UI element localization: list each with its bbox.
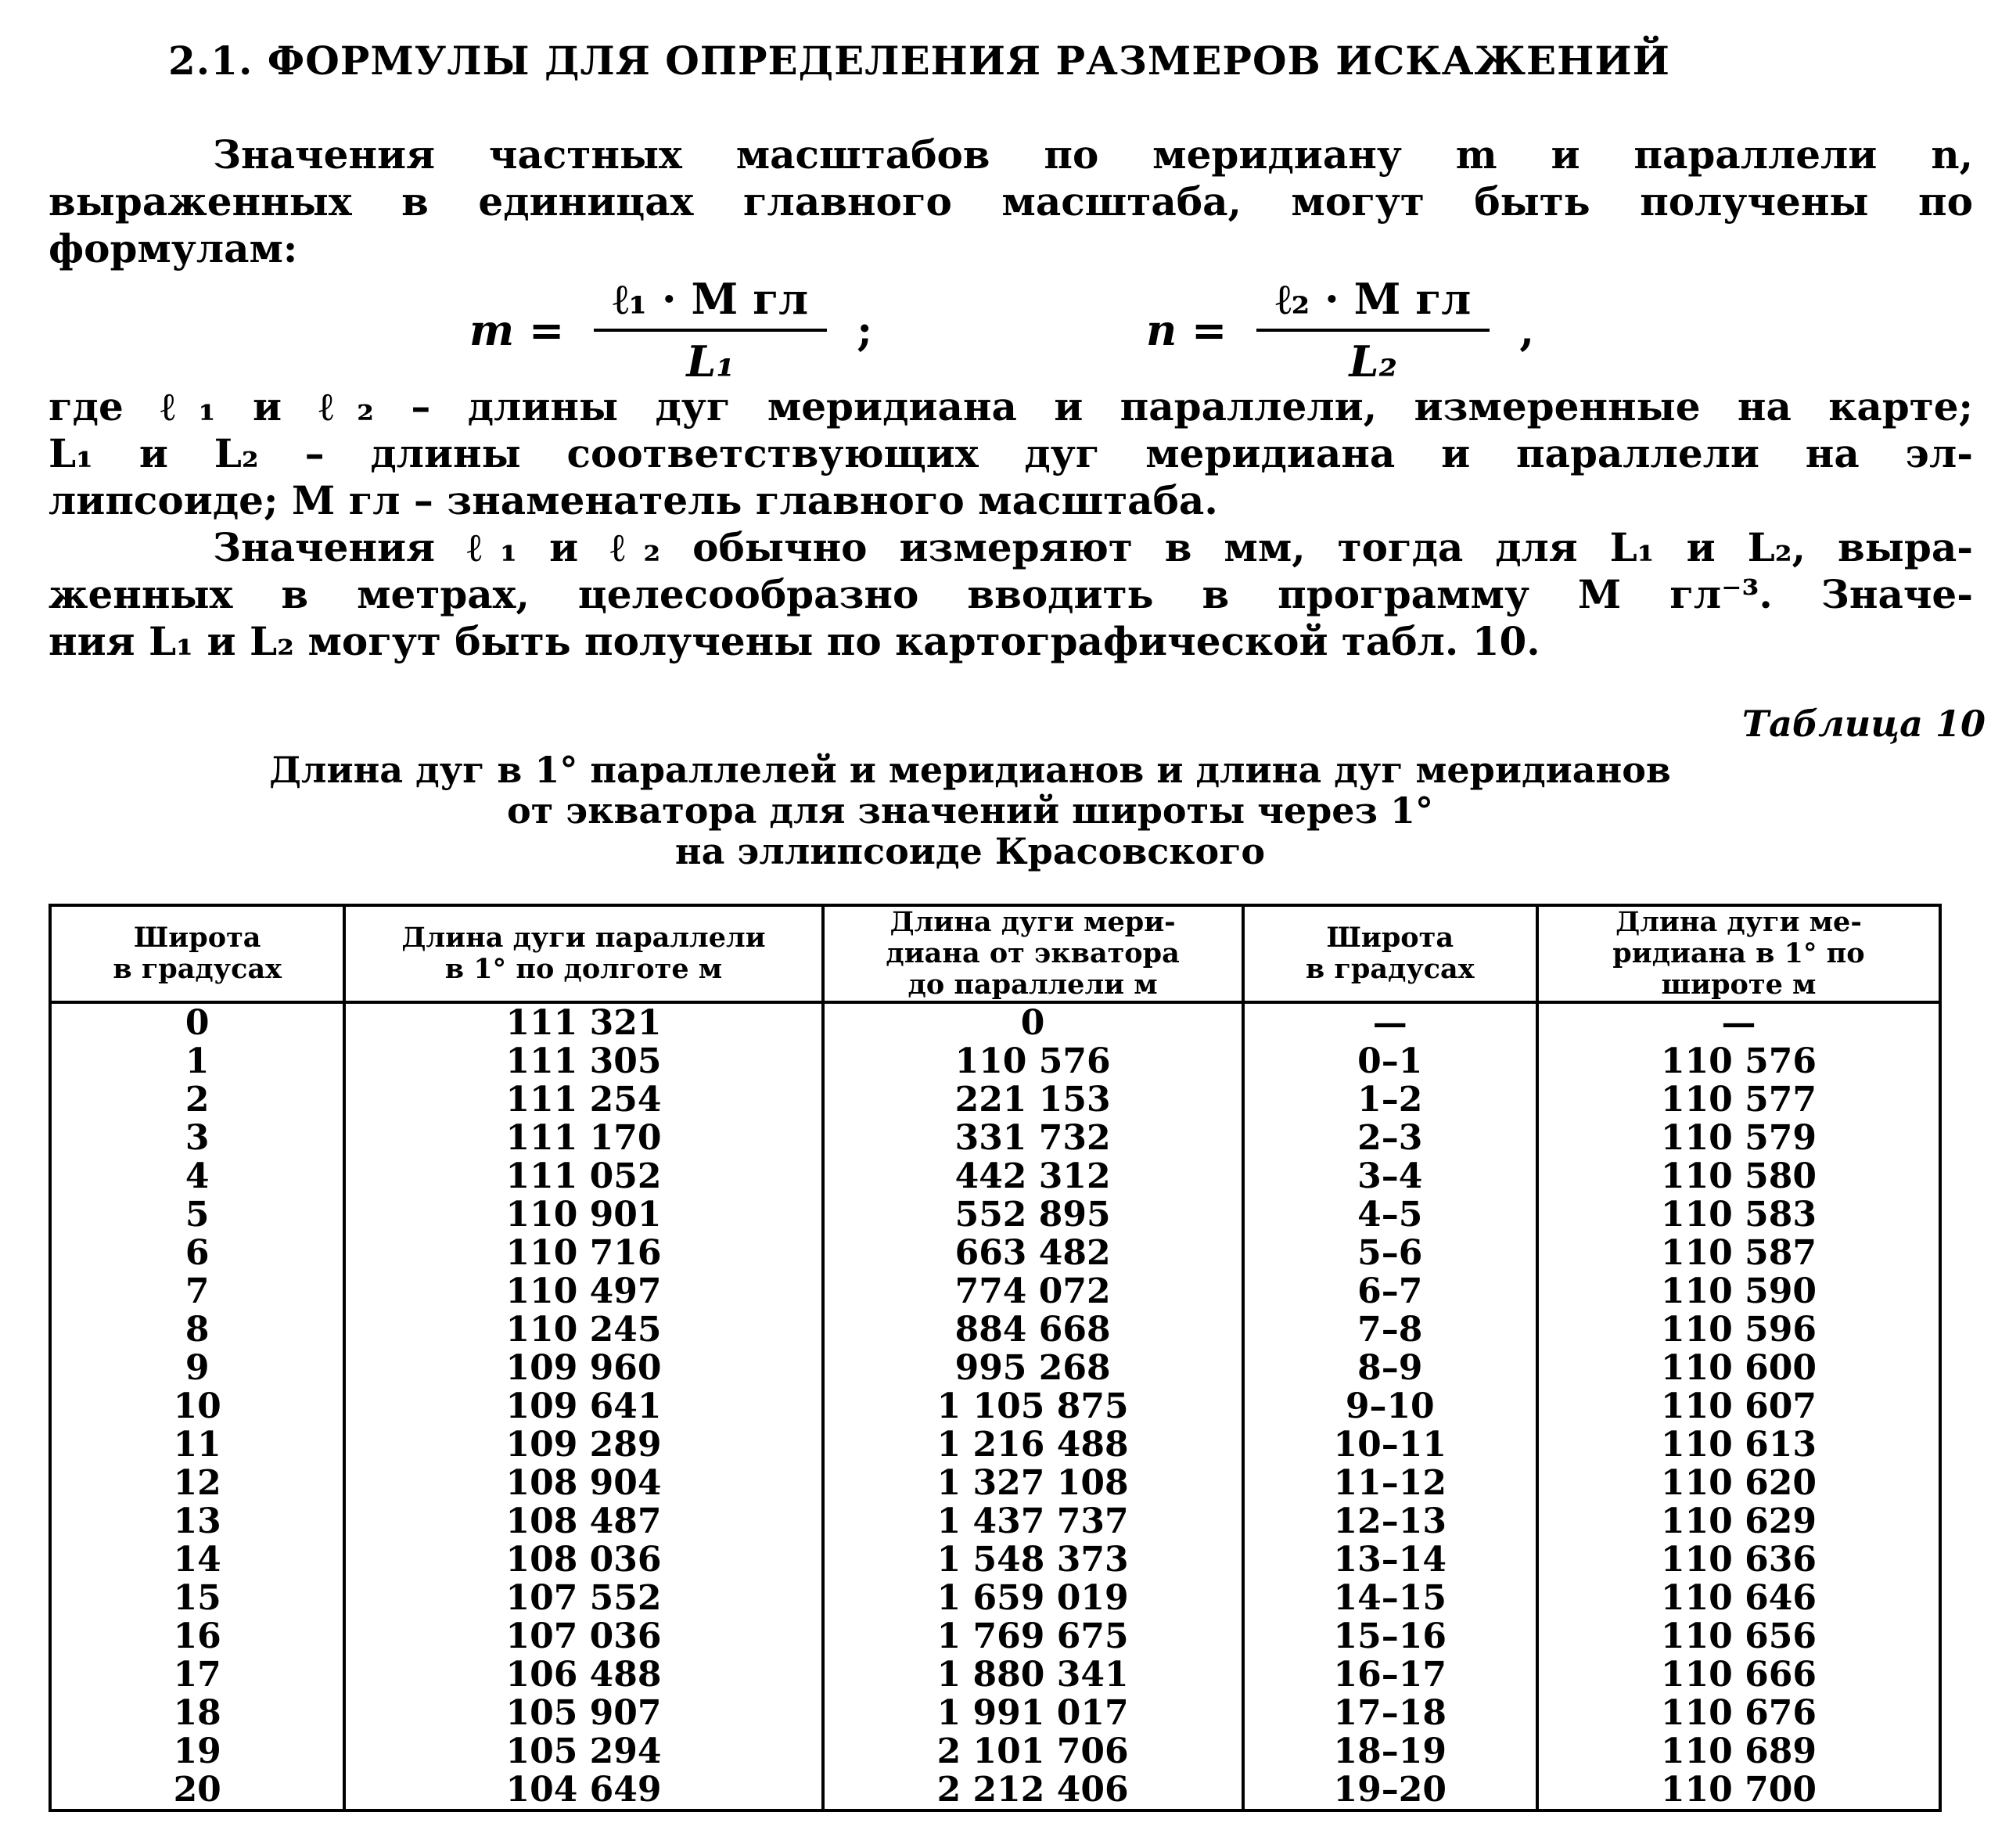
table-cell: 1 769 675 xyxy=(823,1617,1243,1656)
table-cell: 109 960 xyxy=(344,1349,822,1387)
table-cell: 106 488 xyxy=(344,1656,822,1694)
paragraph-line: ния L₁ и L₂ могут быть получены по картографической табл. 10. xyxy=(49,618,1540,664)
table-cell: 110 901 xyxy=(344,1195,822,1234)
table-cell: 110 579 xyxy=(1537,1119,1940,1157)
table-row xyxy=(50,1272,1940,1310)
table-row xyxy=(50,1694,1940,1732)
table-cell: 7 xyxy=(50,1272,344,1310)
table-cell: 995 268 xyxy=(823,1349,1243,1387)
header-line: Длина дуги ме- xyxy=(1615,906,1862,938)
table-cell: 331 732 xyxy=(823,1119,1243,1157)
formula-lhs: n = xyxy=(1146,305,1227,355)
formula-separator: , xyxy=(1519,305,1535,355)
table-cell: 110 576 xyxy=(823,1042,1243,1080)
table-cell: 110 716 xyxy=(344,1234,822,1272)
table-cell: 1 548 373 xyxy=(823,1541,1243,1579)
table-row xyxy=(50,1656,1940,1694)
paragraph-definitions xyxy=(49,383,1973,524)
table-cell: 1 659 019 xyxy=(823,1579,1243,1617)
formula-m xyxy=(469,274,872,386)
header-line: в градусах xyxy=(1305,953,1475,985)
table-cell: 11–12 xyxy=(1243,1464,1537,1502)
table-body xyxy=(50,1002,1940,1810)
formula-n xyxy=(1146,274,1534,386)
header-meridian-from-equator xyxy=(823,905,1243,1002)
table-cell: 2 212 406 xyxy=(823,1771,1243,1810)
table-cell: 9–10 xyxy=(1243,1387,1537,1426)
table-cell: 8 xyxy=(50,1310,344,1349)
table-cell: 110 676 xyxy=(1537,1694,1940,1732)
table-cell: 6–7 xyxy=(1243,1272,1537,1310)
table-row xyxy=(50,1502,1940,1541)
table-cell: 8–9 xyxy=(1243,1349,1537,1387)
table-row xyxy=(50,1310,1940,1349)
formula-numerator: ℓ₁ · М гл xyxy=(594,274,827,332)
table-cell: 110 590 xyxy=(1537,1272,1940,1310)
header-line: Длина дуги параллели xyxy=(401,922,766,954)
header-line: диана от экватора xyxy=(886,937,1180,969)
table-cell: 110 629 xyxy=(1537,1502,1940,1541)
table-cell: — xyxy=(1243,1002,1537,1042)
formula-fraction xyxy=(1256,274,1490,386)
table-cell: 5 xyxy=(50,1195,344,1234)
table-cell: 20 xyxy=(50,1771,344,1810)
table-cell: 110 636 xyxy=(1537,1541,1940,1579)
caption-line: Длина дуг в 1° параллелей и меридианов и длина дуг меридианов xyxy=(269,749,1671,791)
table-cell: 110 580 xyxy=(1537,1157,1940,1195)
table-cell: 1 327 108 xyxy=(823,1464,1243,1502)
table-cell: 7–8 xyxy=(1243,1310,1537,1349)
paragraph-line: где ℓ₁ и ℓ₂ – длины дуг меридиана и параллели, измеренные на карте; xyxy=(49,383,1973,430)
table-cell: 2 101 706 xyxy=(823,1732,1243,1771)
table-row xyxy=(50,1157,1940,1195)
paragraph-units xyxy=(49,524,1973,665)
table-cell: 110 587 xyxy=(1537,1234,1940,1272)
table-cell: 110 666 xyxy=(1537,1656,1940,1694)
table-cell: 9 xyxy=(50,1349,344,1387)
header-line: Широта xyxy=(1326,922,1454,954)
table-cell: 1 991 017 xyxy=(823,1694,1243,1732)
table-cell: 1 xyxy=(50,1042,344,1080)
table-cell: 107 552 xyxy=(344,1579,822,1617)
header-line: до параллели м xyxy=(907,969,1158,1001)
table-cell: 2 xyxy=(50,1080,344,1119)
table-cell: 15 xyxy=(50,1579,344,1617)
header-latitude xyxy=(50,905,344,1002)
table-cell: 0–1 xyxy=(1243,1042,1537,1080)
table-cell: 1 437 737 xyxy=(823,1502,1243,1541)
table-cell: 4 xyxy=(50,1157,344,1195)
table-cell: 774 072 xyxy=(823,1272,1243,1310)
table-cell: 111 305 xyxy=(344,1042,822,1080)
table-cell: 11 xyxy=(50,1426,344,1464)
table-cell: 110 646 xyxy=(1537,1579,1940,1617)
table-cell: 17 xyxy=(50,1656,344,1694)
table-row xyxy=(50,1732,1940,1771)
table-cell: 15–16 xyxy=(1243,1617,1537,1656)
table-cell: 1 216 488 xyxy=(823,1426,1243,1464)
table-cell: 111 170 xyxy=(344,1119,822,1157)
table-row xyxy=(50,1042,1940,1080)
table-cell: 13–14 xyxy=(1243,1541,1537,1579)
table-cell: — xyxy=(1537,1002,1940,1042)
paragraph-line: Значения частных масштабов по меридиану m и параллели n, xyxy=(213,131,1973,178)
section-title: 2.1. ФОРМУЛЫ ДЛЯ ОПРЕДЕЛЕНИЯ РАЗМЕРОВ ИСКАЖЕНИЙ xyxy=(168,38,1670,84)
table-cell: 1 105 875 xyxy=(823,1387,1243,1426)
table-cell: 0 xyxy=(823,1002,1243,1042)
table-cell: 110 613 xyxy=(1537,1426,1940,1464)
table-header-row xyxy=(50,905,1940,1002)
table-cell: 13 xyxy=(50,1502,344,1541)
table-cell: 3–4 xyxy=(1243,1157,1537,1195)
header-line: ридиана в 1° по xyxy=(1612,937,1865,969)
header-line: широте м xyxy=(1661,969,1817,1001)
table-cell: 18–19 xyxy=(1243,1732,1537,1771)
table-cell: 19–20 xyxy=(1243,1771,1537,1810)
table-cell: 14–15 xyxy=(1243,1579,1537,1617)
paragraph-line: L₁ и L₂ – длины соответствующих дуг меридиана и параллели на эл- xyxy=(49,430,1973,476)
table-row xyxy=(50,1541,1940,1579)
table-cell: 10 xyxy=(50,1387,344,1426)
table-row xyxy=(50,1771,1940,1810)
table-cell: 111 052 xyxy=(344,1157,822,1195)
table-caption xyxy=(125,750,1815,872)
paragraph-line: Значения ℓ₁ и ℓ₂ обычно измеряют в мм, тогда для L₁ и L₂, выра- xyxy=(213,524,1973,570)
table-row xyxy=(50,1387,1940,1426)
paragraph-line: выраженных в единицах главного масштаба, могут быть получены по xyxy=(49,178,1973,225)
table-cell: 552 895 xyxy=(823,1195,1243,1234)
paragraph-line: формулам: xyxy=(49,225,298,271)
formula-denominator: L₂ xyxy=(1349,336,1398,386)
paragraph-line: женных в метрах, целесообразно вводить в программу М гл⁻³. Значе- xyxy=(49,571,1973,617)
table-row xyxy=(50,1464,1940,1502)
table-cell: 3 xyxy=(50,1119,344,1157)
header-line: в 1° по долготе м xyxy=(444,953,723,985)
table-cell: 12–13 xyxy=(1243,1502,1537,1541)
header-parallel-arc xyxy=(344,905,822,1002)
table-row xyxy=(50,1002,1940,1042)
table-row xyxy=(50,1579,1940,1617)
table-cell: 16–17 xyxy=(1243,1656,1537,1694)
table-row xyxy=(50,1617,1940,1656)
formula-numerator: ℓ₂ · М гл xyxy=(1256,274,1490,332)
table-row xyxy=(50,1426,1940,1464)
table-row xyxy=(50,1234,1940,1272)
table-cell: 5–6 xyxy=(1243,1234,1537,1272)
table-row xyxy=(50,1195,1940,1234)
table-cell: 108 036 xyxy=(344,1541,822,1579)
table-cell: 110 600 xyxy=(1537,1349,1940,1387)
paragraph-scales xyxy=(49,131,1973,272)
table-cell: 4–5 xyxy=(1243,1195,1537,1234)
table-cell: 0 xyxy=(50,1002,344,1042)
formula-lhs: m = xyxy=(469,305,565,355)
table-cell: 16 xyxy=(50,1617,344,1656)
table-cell: 104 649 xyxy=(344,1771,822,1810)
table-cell: 663 482 xyxy=(823,1234,1243,1272)
table-cell: 1–2 xyxy=(1243,1080,1537,1119)
table-cell: 109 289 xyxy=(344,1426,822,1464)
table-cell: 107 036 xyxy=(344,1617,822,1656)
table-cell: 1 880 341 xyxy=(823,1656,1243,1694)
table-cell: 10–11 xyxy=(1243,1426,1537,1464)
table-row xyxy=(50,1349,1940,1387)
header-latitude-range xyxy=(1243,905,1537,1002)
table-label: Таблица 10 xyxy=(1741,703,1986,745)
caption-line: от экватора для значений широты через 1° xyxy=(507,789,1433,832)
table-cell: 110 596 xyxy=(1537,1310,1940,1349)
table-cell: 110 689 xyxy=(1537,1732,1940,1771)
header-line: Длина дуги мери- xyxy=(889,906,1176,938)
table-cell: 108 904 xyxy=(344,1464,822,1502)
table-cell: 109 641 xyxy=(344,1387,822,1426)
table-cell: 221 153 xyxy=(823,1080,1243,1119)
table-cell: 110 607 xyxy=(1537,1387,1940,1426)
table-cell: 108 487 xyxy=(344,1502,822,1541)
table-row xyxy=(50,1080,1940,1119)
table-cell: 884 668 xyxy=(823,1310,1243,1349)
formula-denominator: L₁ xyxy=(686,336,735,386)
table-cell: 110 577 xyxy=(1537,1080,1940,1119)
table-cell: 442 312 xyxy=(823,1157,1243,1195)
table-cell: 111 321 xyxy=(344,1002,822,1042)
table-cell: 105 907 xyxy=(344,1694,822,1732)
table-cell: 110 620 xyxy=(1537,1464,1940,1502)
table-cell: 110 497 xyxy=(344,1272,822,1310)
table-cell: 105 294 xyxy=(344,1732,822,1771)
table-cell: 111 254 xyxy=(344,1080,822,1119)
table-cell: 110 583 xyxy=(1537,1195,1940,1234)
table-cell: 110 245 xyxy=(344,1310,822,1349)
table-cell: 14 xyxy=(50,1541,344,1579)
header-meridian-arc xyxy=(1537,905,1940,1002)
arc-length-table xyxy=(49,904,1942,1812)
table-cell: 19 xyxy=(50,1732,344,1771)
table-cell: 110 700 xyxy=(1537,1771,1940,1810)
table-cell: 12 xyxy=(50,1464,344,1502)
table-cell: 110 656 xyxy=(1537,1617,1940,1656)
table-cell: 6 xyxy=(50,1234,344,1272)
table-cell: 17–18 xyxy=(1243,1694,1537,1732)
header-line: в градусах xyxy=(113,953,282,985)
paragraph-line: липсоиде; М гл – знаменатель главного масштаба. xyxy=(49,477,1218,523)
table-cell: 2–3 xyxy=(1243,1119,1537,1157)
caption-line: на эллипсоиде Красовского xyxy=(674,830,1266,872)
table-cell: 110 576 xyxy=(1537,1042,1940,1080)
formula-separator: ; xyxy=(857,305,873,355)
table-row xyxy=(50,1119,1940,1157)
formula-fraction xyxy=(594,274,827,386)
table-cell: 18 xyxy=(50,1694,344,1732)
header-line: Широта xyxy=(133,922,261,954)
